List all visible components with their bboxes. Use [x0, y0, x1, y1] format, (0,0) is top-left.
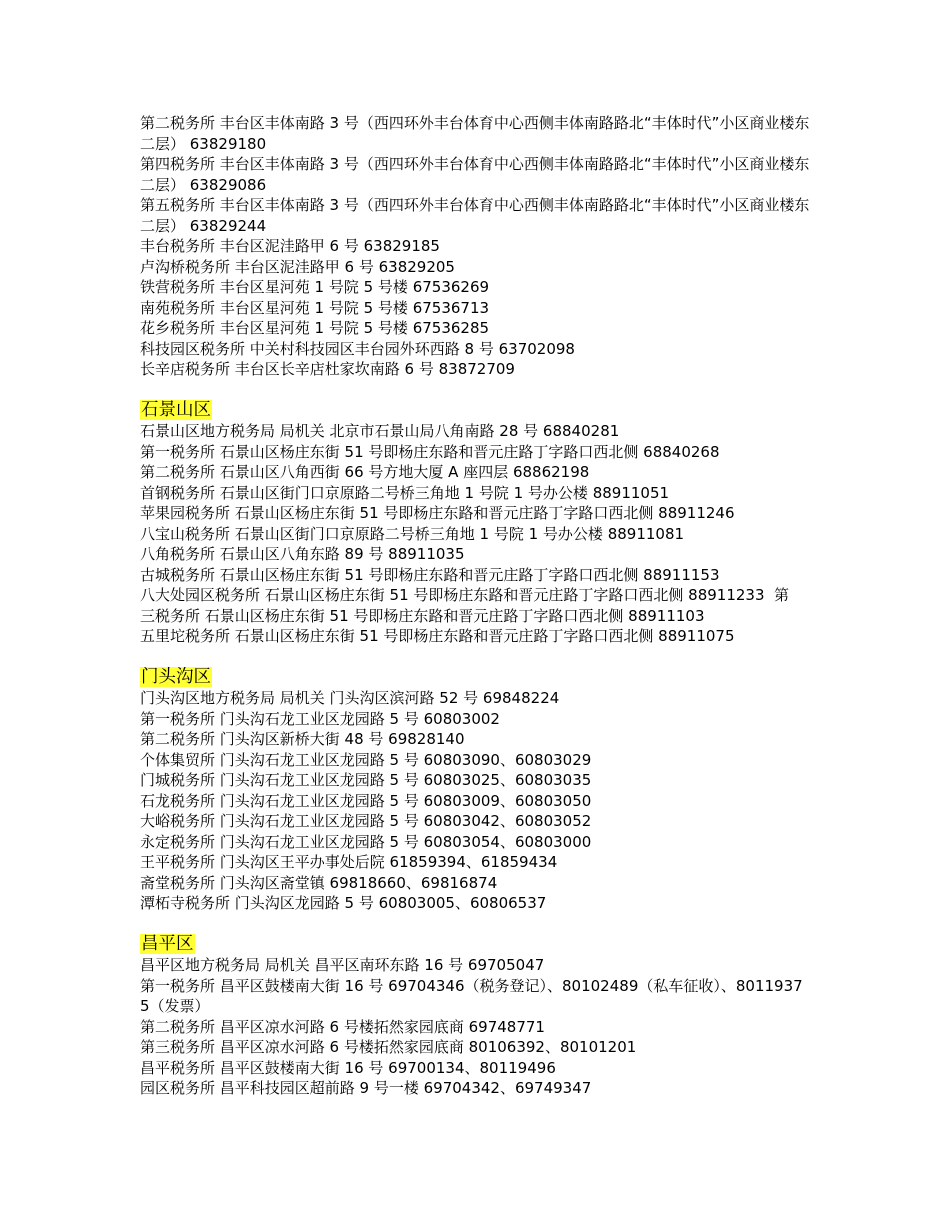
section-changping	[140, 934, 820, 1099]
office-line: 第一税务所 石景山区杨庄东街 51 号即杨庄东路和晋元庄路丁字路口西北侧 68840268	[140, 442, 720, 461]
section-fengtai	[140, 113, 820, 380]
section-heading-text: 门头沟区	[141, 667, 211, 687]
office-line: 第二税务所 丰台区丰体南路 3 号（西四环外丰台体育中心西侧丰体南路路北“丰体时代”小区商业楼东二层） 63829180	[140, 114, 810, 153]
office-line: 八宝山税务所 石景山区街门口京原路二号桥三角地 1 号院 1 号办公楼 88911081	[140, 524, 685, 543]
office-line: 第四税务所 丰台区丰体南路 3 号（西四环外丰台体育中心西侧丰体南路路北“丰体时代”小区商业楼东二层） 63829086	[140, 155, 810, 194]
office-line: 丰台税务所 丰台区泥洼路甲 6 号 63829185	[140, 237, 440, 255]
office-line: 长辛店税务所 丰台区长辛店杜家坎南路 6 号 83872709	[140, 360, 515, 378]
office-line: 第二税务所 门头沟区新桥大街 48 号 69828140	[140, 730, 465, 748]
office-line: 大峪税务所 门头沟石龙工业区龙园路 5 号 60803042、60803052	[140, 812, 592, 830]
office-line: 五里坨税务所 石景山区杨庄东街 51 号即杨庄东路和晋元庄路丁字路口西北侧 88911075	[140, 627, 735, 645]
section-heading	[140, 667, 820, 688]
office-line: 第三税务所 昌平区凉水河路 6 号楼拓然家园底商 80106392、80101201	[140, 1038, 637, 1056]
section-mentougou	[140, 667, 820, 914]
office-line: 第五税务所 丰台区丰体南路 3 号（西四环外丰台体育中心西侧丰体南路路北“丰体时代”小区商业楼东二层） 63829244	[140, 196, 810, 235]
office-line: 花乡税务所 丰台区星河苑 1 号院 5 号楼 67536285	[140, 319, 490, 337]
section-spacer	[140, 914, 820, 935]
office-line: 第二税务所 昌平区凉水河路 6 号楼拓然家园底商 69748771	[140, 1017, 545, 1036]
section-spacer	[140, 647, 820, 668]
office-line: 苹果园税务所 石景山区杨庄东街 51 号即杨庄东路和晋元庄路丁字路口西北侧 88911246	[140, 504, 735, 522]
section-shijingshan	[140, 400, 820, 647]
section-heading-text: 昌平区	[141, 934, 194, 954]
office-line: 个体集贸所 门头沟石龙工业区龙园路 5 号 60803090、60803029	[140, 750, 592, 769]
office-line: 第二税务所 石景山区八角西街 66 号方地大厦 A 座四层 68862198	[140, 463, 590, 481]
office-line: 门城税务所 门头沟石龙工业区龙园路 5 号 60803025、60803035	[140, 771, 592, 789]
office-line: 第一税务所 门头沟石龙工业区龙园路 5 号 60803002	[140, 709, 500, 728]
document-page	[140, 113, 820, 1099]
office-line: 石景山区地方税务局 局机关 北京市石景山局八角南路 28 号 68840281	[140, 422, 620, 440]
office-line: 卢沟桥税务所 丰台区泥洼路甲 6 号 63829205	[140, 257, 455, 276]
section-spacer	[140, 380, 820, 401]
office-line: 科技园区税务所 中关村科技园区丰台园外环西路 8 号 63702098	[140, 339, 575, 358]
office-line: 第一税务所 昌平区鼓楼南大街 16 号 69704346（税务登记）、80102489（私车征收）、80119375（发票）	[140, 976, 803, 1015]
office-line: 八大处园区税务所 石景山区杨庄东街 51 号即杨庄东路和晋元庄路丁字路口西北侧 88911233 第	[140, 586, 790, 604]
section-heading	[140, 400, 820, 421]
section-heading-text: 石景山区	[141, 400, 211, 420]
office-line: 首钢税务所 石景山区街门口京原路二号桥三角地 1 号院 1 号办公楼 88911051	[140, 483, 670, 502]
office-line: 永定税务所 门头沟石龙工业区龙园路 5 号 60803054、60803000	[140, 832, 592, 851]
office-line: 三税务所 石景山区杨庄东街 51 号即杨庄东路和晋元庄路丁字路口西北侧 88911103	[140, 606, 705, 625]
office-line: 昌平区地方税务局 局机关 昌平区南环东路 16 号 69705047	[140, 956, 545, 974]
office-line: 斋堂税务所 门头沟区斋堂镇 69818660、69816874	[140, 873, 498, 892]
office-line: 南苑税务所 丰台区星河苑 1 号院 5 号楼 67536713	[140, 298, 490, 317]
office-line: 门头沟区地方税务局 局机关 门头沟区滨河路 52 号 69848224	[140, 689, 560, 707]
office-line: 昌平税务所 昌平区鼓楼南大街 16 号 69700134、80119496	[140, 1058, 556, 1077]
section-heading	[140, 934, 820, 955]
office-line: 园区税务所 昌平科技园区超前路 9 号一楼 69704342、69749347	[140, 1079, 592, 1097]
office-line: 王平税务所 门头沟区王平办事处后院 61859394、61859434	[140, 853, 558, 871]
office-line: 石龙税务所 门头沟石龙工业区龙园路 5 号 60803009、60803050	[140, 791, 592, 810]
office-line: 古城税务所 石景山区杨庄东街 51 号即杨庄东路和晋元庄路丁字路口西北侧 88911153	[140, 565, 720, 584]
office-line: 潭柘寺税务所 门头沟区龙园路 5 号 60803005、60806537	[140, 894, 547, 912]
office-line: 铁营税务所 丰台区星河苑 1 号院 5 号楼 67536269	[140, 278, 490, 296]
office-line: 八角税务所 石景山区八角东路 89 号 88911035	[140, 545, 465, 563]
